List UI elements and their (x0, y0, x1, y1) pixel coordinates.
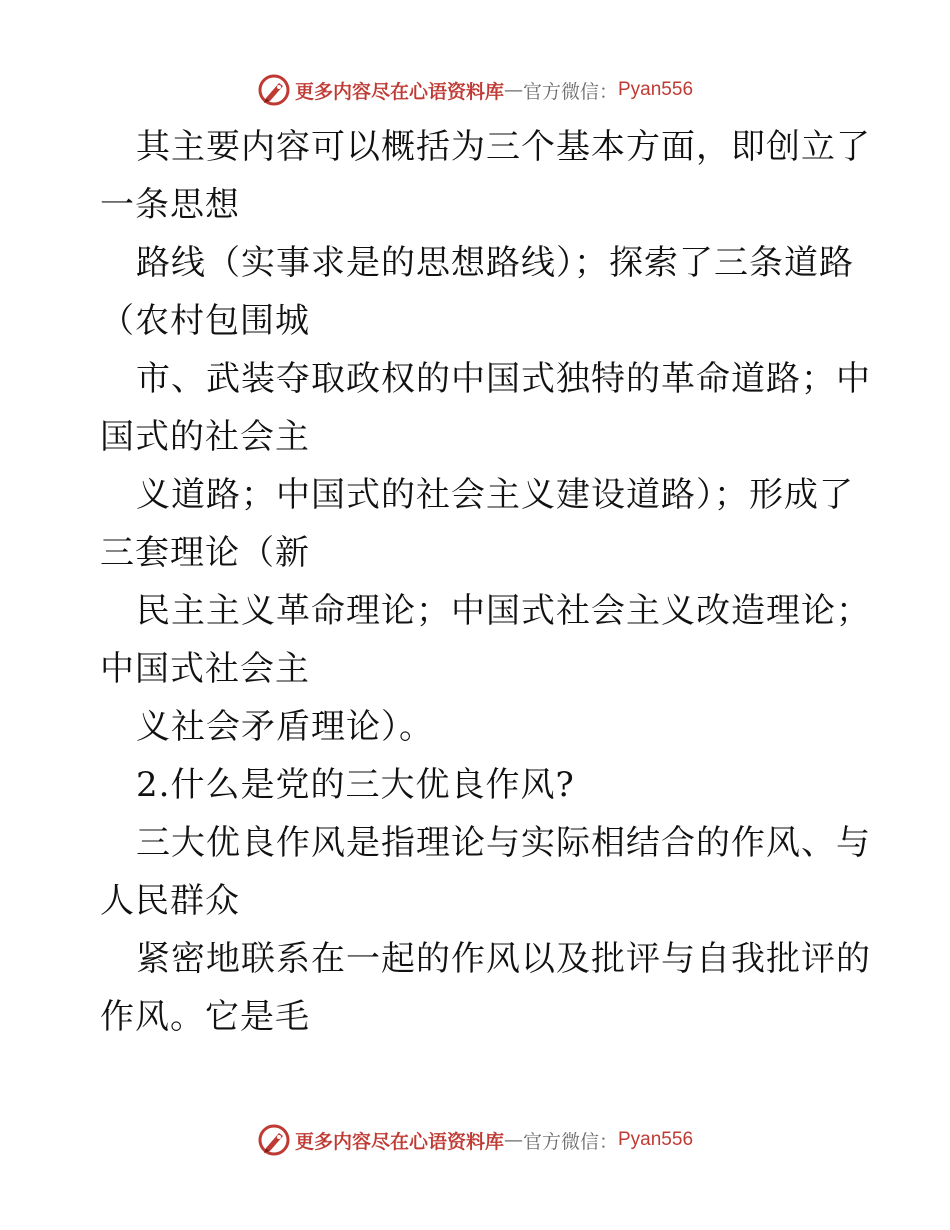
watermark-dash: — (503, 79, 523, 101)
watermark-main-text: 更多内容尽在心语资料库 (294, 1130, 504, 1153)
watermark-main-text: 更多内容尽在心语资料库 (294, 80, 504, 103)
paragraph-line: 人民群众 (100, 881, 240, 921)
paragraph-line: 中国式社会主 (100, 649, 310, 689)
pen-logo-icon (257, 73, 291, 107)
watermark-wechat-id: Pyan556 (618, 1129, 694, 1150)
watermark-wechat-id: Pyan556 (618, 79, 694, 100)
watermark-label: 官方微信： (522, 1130, 618, 1153)
paragraph-line: 义道路；中国式的社会主义建设道路）；形成了 (136, 475, 854, 515)
paragraph-line: 其主要内容可以概括为三个基本方面，即创立了 (136, 127, 871, 167)
paragraph-line: 三大优良作风是指理论与实际相结合的作风、与 (136, 823, 871, 863)
question-heading: 2.什么是党的三大优良作风? (136, 765, 575, 805)
paragraph-line: 民主主义革命理论；中国式社会主义改造理论； (136, 591, 871, 631)
paragraph-line: 国式的社会主 (100, 417, 310, 457)
footer-watermark (0, 1120, 950, 1160)
pen-logo-icon (257, 1123, 291, 1157)
paragraph-line: （农村包围城 (100, 301, 310, 341)
paragraph-line: 市、武装夺取政权的中国式独特的革命道路；中 (136, 359, 871, 399)
watermark-label: 官方微信： (522, 80, 618, 103)
watermark-dash: — (503, 1129, 523, 1151)
paragraph-line: 三套理论（新 (100, 533, 310, 573)
header-watermark (0, 70, 950, 110)
paragraph-line: 一条思想 (100, 185, 240, 225)
paragraph-line: 义社会矛盾理论）。 (136, 707, 434, 747)
paragraph-line: 作风。它是毛 (100, 997, 310, 1037)
paragraph-line: 路线（实事求是的思想路线）；探索了三条道路 (136, 243, 854, 283)
paragraph-line: 紧密地联系在一起的作风以及批评与自我批评的 (136, 939, 871, 979)
document-body (100, 118, 871, 1046)
